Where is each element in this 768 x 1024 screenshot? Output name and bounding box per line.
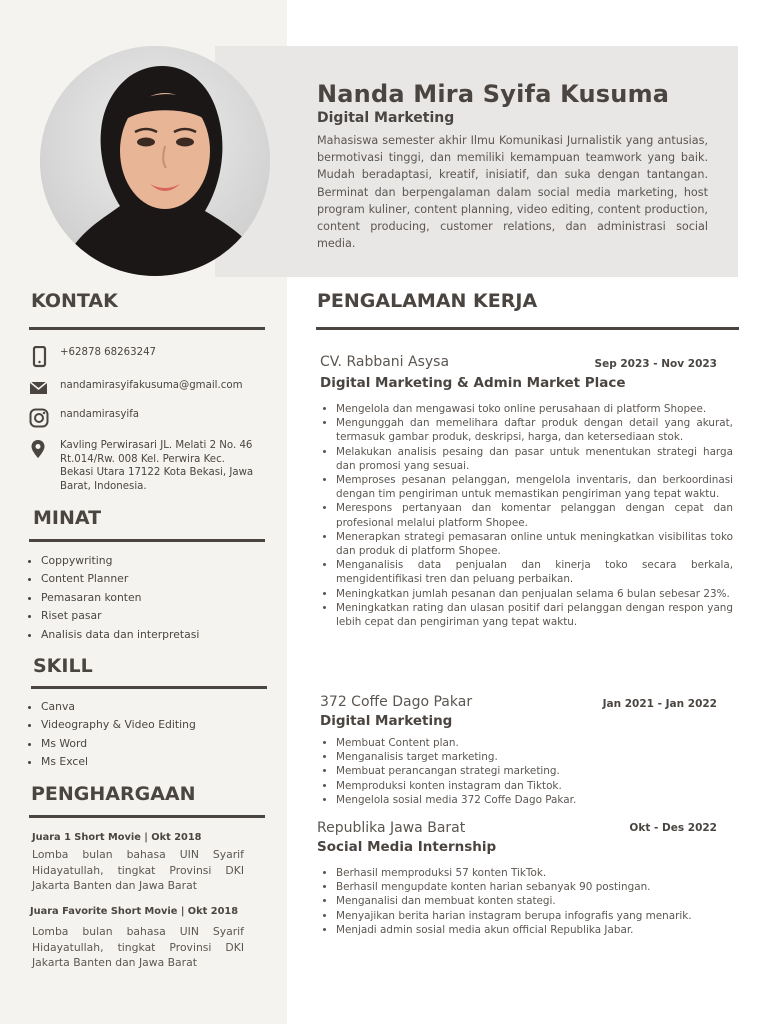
location-pin-icon [29, 439, 49, 459]
instagram-text[interactable]: nandamirasyifa [60, 409, 140, 420]
experience-heading: PENGALAMAN KERJA [317, 290, 538, 312]
job-period: Sep 2023 - Nov 2023 [594, 358, 717, 370]
job-title: Social Media Internship [317, 839, 497, 855]
interests-list [25, 552, 199, 644]
award-title: Juara Favorite Short Movie | Okt 2018 [30, 906, 239, 917]
profile-summary: Mahasiswa semester akhir Ilmu Komunikasi Jurnalistik yang antusias, bermotivasi tinggi, dan memiliki kemampuan teamwork yang baik. Mudah beradaptasi, kreatif, inisiatif, dan suka dengan tantangan. Berminat dan berpengalaman dalam social media marketing, host program kuliner, content planning, video editing, content production, content producing, customer relations, dan administrasi social media. [317, 134, 708, 251]
list-item: • Content Planner [41, 570, 199, 588]
candidate-name: Nanda Mira Syifa Kusuma [317, 80, 670, 108]
job-title: Digital Marketing [320, 713, 453, 729]
list-item: • Melakukan analisis pesaing dan pasar untuk menentukan strategi harga dan promosi yang sesuai. [336, 445, 733, 473]
contact-heading: KONTAK [31, 290, 118, 312]
address-text: Kavling Perwirasari JL. Melati 2 No. 46 Rt.014/Rw. 008 Kel. Perwira Kec. Bekasi Utara 17122 Kota Bekasi, Jawa Barat, Indonesia. [60, 440, 254, 492]
job-duties [320, 866, 733, 937]
list-item: • Pemasaran konten [41, 589, 199, 607]
list-item: • Analisis data dan interpretasi [41, 626, 199, 644]
list-item: • Menganalisi dan membuat konten stategi. [336, 894, 733, 908]
list-item: • Videography & Video Editing [41, 716, 196, 734]
list-item: • Mengelola sosial media 372 Coffe Dago Pakar. [336, 793, 733, 807]
list-item: • Berhasil mengupdate konten harian sebanyak 90 postingan. [336, 880, 733, 894]
contact-divider [29, 327, 265, 330]
list-item: • Berhasil memproduksi 57 konten TikTok. [336, 866, 733, 880]
list-item: • Memproduksi konten instagram dan Tiktok. [336, 779, 733, 793]
interests-divider [29, 539, 265, 542]
phone-text[interactable]: +62878 68263247 [60, 347, 157, 358]
list-item: • Menjadi admin sosial media akun official Republika Jabar. [336, 923, 733, 937]
mail-icon [29, 379, 49, 399]
experience-divider [316, 327, 739, 330]
awards-heading: PENGHARGAAN [31, 783, 196, 805]
skills-divider [31, 686, 267, 689]
awards-divider [29, 815, 265, 818]
list-item: • Meningkatkan rating dan ulasan positif dari pelanggan dengan respon yang lebih cepat dan pengiriman yang tepat waktu. [336, 601, 733, 629]
candidate-role: Digital Marketing [317, 110, 455, 126]
job-title: Digital Marketing & Admin Market Place [320, 375, 626, 391]
skills-list [25, 698, 196, 772]
job-company: 372 Coffe Dago Pakar [320, 694, 473, 710]
job-company: Republika Jawa Barat [317, 820, 466, 836]
list-item: • Canva [41, 698, 196, 716]
list-item: • Menerapkan strategi pemasaran online untuk meningkatkan visibilitas toko dan produk di platform Shopee. [336, 530, 733, 558]
list-item: • Membuat perancangan strategi marketing. [336, 764, 733, 778]
award-title: Juara 1 Short Movie | Okt 2018 [32, 832, 202, 843]
list-item: • Membuat Content plan. [336, 736, 733, 750]
list-item: • Meningkatkan jumlah pesanan dan penjualan selama 6 bulan sebesar 23%. [336, 587, 733, 601]
phone-icon [29, 346, 49, 366]
list-item: • Coppywriting [41, 552, 199, 570]
list-item: • Menganalisis data penjualan dan kinerja toko secara berkala, mengidentifikasi tren dan peluang perbaikan. [336, 558, 733, 586]
email-text[interactable]: nandamirasyifakusuma@gmail.com [60, 380, 243, 391]
award-description: Lomba bulan bahasa UIN Syarif Hidayatullah, tingkat Provinsi DKI Jakarta Banten dan Jawa Barat [32, 848, 244, 893]
list-item: • Merespons pertanyaan dan komentar pelanggan dengan cepat dan profesional melalui platform Shopee. [336, 501, 733, 529]
list-item: • Riset pasar [41, 607, 199, 625]
instagram-icon [29, 408, 49, 428]
list-item: • Menyajikan berita harian instagram berupa infografis yang menarik. [336, 909, 733, 923]
award-description: Lomba bulan bahasa UIN Syarif Hidayatullah, tingkat Provinsi DKI Jakarta Banten dan Jawa Barat [32, 925, 244, 970]
job-period: Jan 2021 - Jan 2022 [602, 698, 717, 710]
job-period: Okt - Des 2022 [629, 822, 717, 834]
skills-heading: SKILL [33, 655, 93, 677]
interests-heading: MINAT [33, 507, 102, 529]
list-item: • Ms Excel [41, 753, 196, 771]
list-item: • Ms Word [41, 735, 196, 753]
list-item: • Mengunggah dan memelihara daftar produk dengan detail yang akurat, termasuk gambar produk, deskripsi, harga, dan ketersediaan stok. [336, 416, 733, 444]
list-item: • Mengelola dan mengawasi toko online perusahaan di platform Shopee. [336, 402, 733, 416]
job-duties [320, 402, 733, 629]
job-company: CV. Rabbani Asysa [320, 354, 450, 370]
job-duties [320, 736, 733, 807]
profile-photo [40, 46, 270, 276]
list-item: • Menganalisis target marketing. [336, 750, 733, 764]
list-item: • Memproses pesanan pelanggan, mengelola inventaris, dan berkoordinasi dengan tim pengiriman untuk memastikan pengiriman yang tepat waktu. [336, 473, 733, 501]
